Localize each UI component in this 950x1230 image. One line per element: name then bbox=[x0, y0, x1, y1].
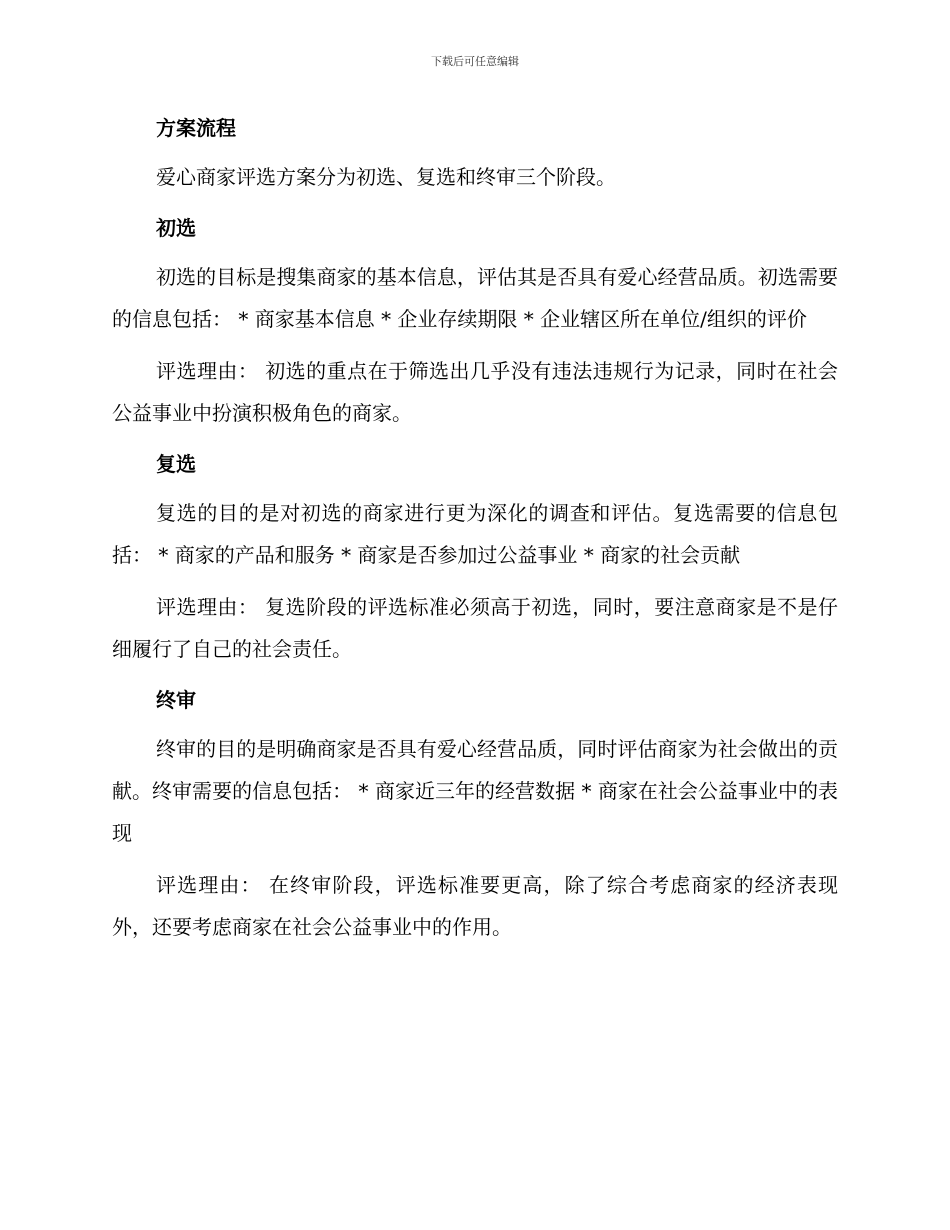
paragraph-final-goal: 终审的目的是明确商家是否具有爱心经营品质，同时评估商家为社会做出的贡献。终审需要的信息包括： * 商家近三年的经营数据 * 商家在社会公益事业中的表现 bbox=[112, 737, 838, 845]
section-title-process: 方案流程 bbox=[156, 116, 236, 140]
section-title-secondary: 复选 bbox=[156, 452, 196, 476]
paragraph-final-reason: 评选理由： 在终审阶段，评选标准要更高，除了综合考虑商家的经济表现外，还要考虑商家在社会公益事业中的作用。 bbox=[112, 873, 838, 939]
section-title-preliminary: 初选 bbox=[156, 216, 196, 240]
paragraph-secondary-reason: 评选理由： 复选阶段的评选标准必须高于初选，同时，要注意商家是不是仔细履行了自己的社会责任。 bbox=[112, 595, 838, 661]
paragraph-secondary-goal: 复选的目的是对初选的商家进行更为深化的调查和评估。复选需要的信息包括： * 商家的产品和服务 * 商家是否参加过公益事业 * 商家的社会贡献 bbox=[112, 501, 838, 567]
section-title-final: 终审 bbox=[156, 688, 196, 712]
paragraph-preliminary-reason: 评选理由： 初选的重点在于筛选出几乎没有违法违规行为记录，同时在社会公益事业中扮演积极角色的商家。 bbox=[112, 359, 838, 425]
document-body bbox=[112, 108, 838, 948]
page-header: 下载后可任意编辑 bbox=[431, 55, 519, 68]
paragraph-preliminary-goal: 初选的目标是搜集商家的基本信息，评估其是否具有爱心经营品质。初选需要的信息包括： * 商家基本信息 * 企业存续期限 * 企业辖区所在单位/组织的评价 bbox=[112, 265, 838, 331]
paragraph-process-intro: 爱心商家评选方案分为初选、复选和终审三个阶段。 bbox=[156, 165, 616, 189]
